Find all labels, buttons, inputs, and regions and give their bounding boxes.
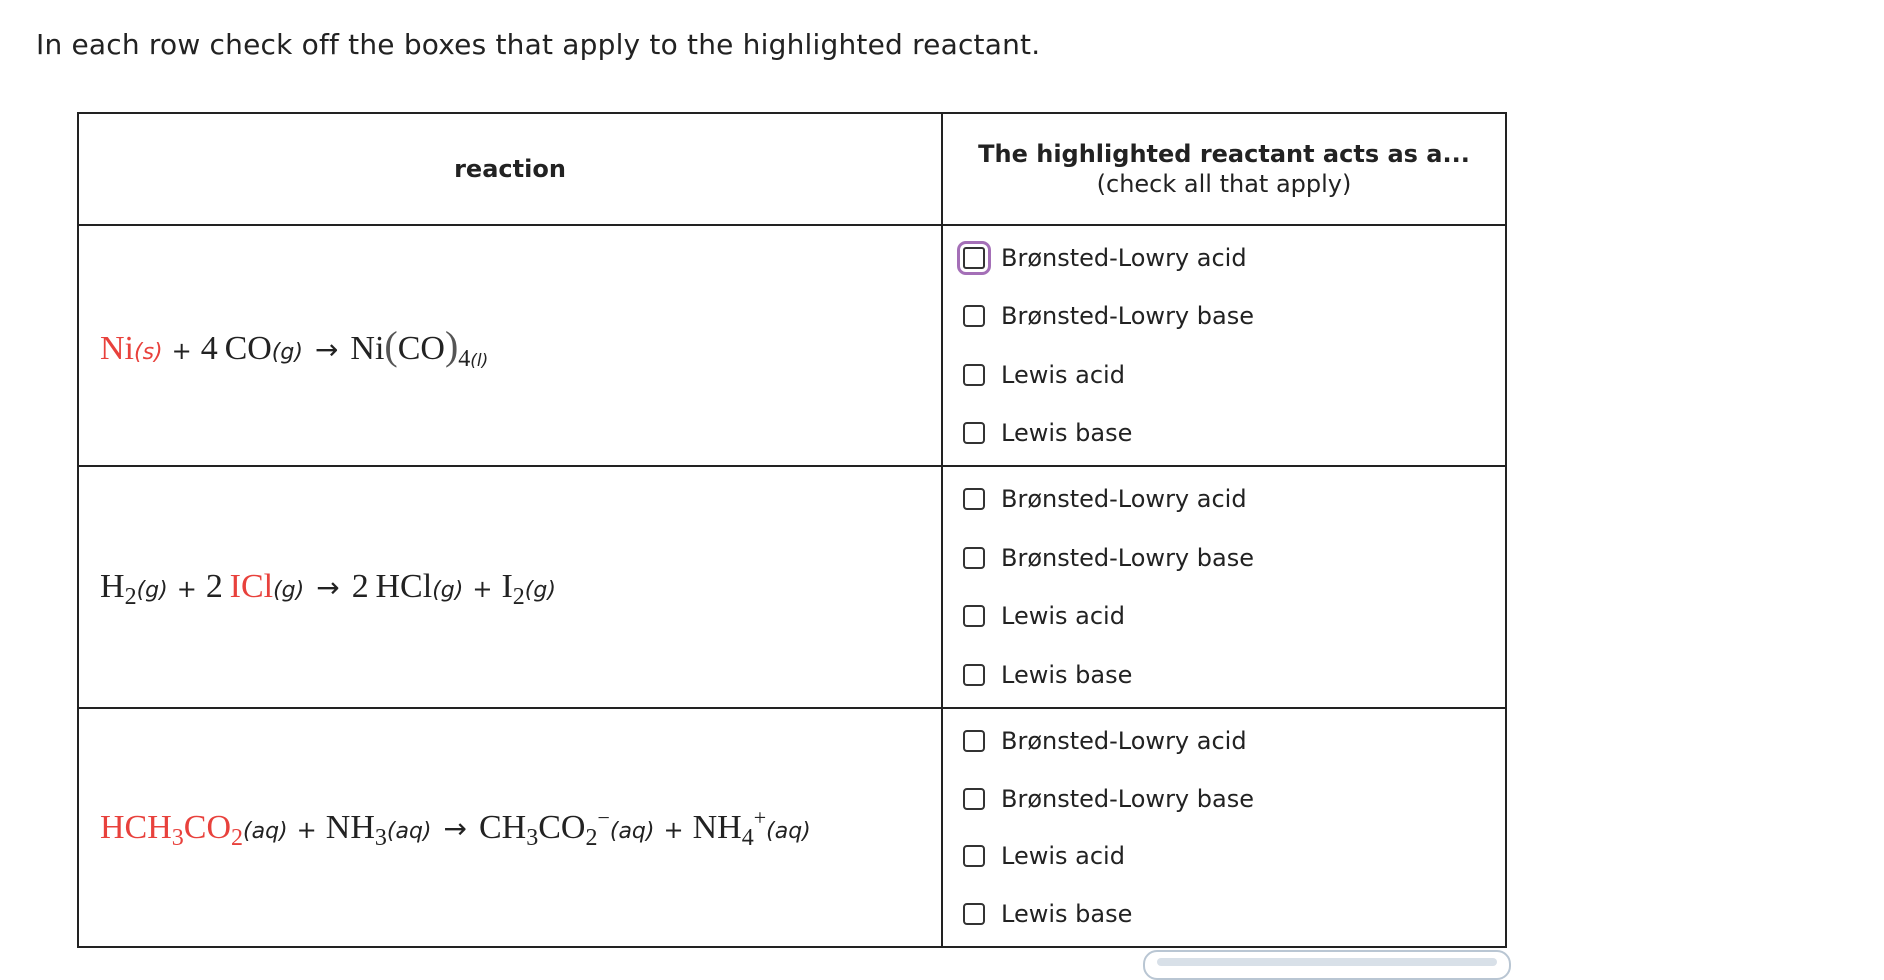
option-label: Lewis base xyxy=(1001,660,1133,689)
reaction-arrow: → xyxy=(316,571,340,604)
options-cell-3 xyxy=(943,707,1505,946)
option-label: Brønsted-Lowry base xyxy=(1001,543,1254,572)
checkbox-lewis-base-2[interactable] xyxy=(963,664,985,686)
header-acts-as xyxy=(943,114,1505,224)
checkbox-bronsted-base-2[interactable] xyxy=(963,547,985,569)
option-label: Lewis base xyxy=(1001,418,1133,447)
charge-minus: − xyxy=(597,804,610,830)
checkbox-bronsted-base-3[interactable] xyxy=(963,788,985,810)
option-row[interactable] xyxy=(943,723,1505,759)
option-label: Lewis acid xyxy=(1001,842,1125,871)
checkbox-lewis-acid-1[interactable] xyxy=(963,364,985,386)
checkbox-lewis-acid-3[interactable] xyxy=(963,845,985,867)
checkbox-lewis-acid-2[interactable] xyxy=(963,605,985,627)
reaction-cell-2 xyxy=(79,465,943,707)
header-reaction xyxy=(79,114,943,224)
option-label: Brønsted-Lowry acid xyxy=(1001,485,1247,513)
reaction-cell-3 xyxy=(79,707,943,946)
reaction-equation-3: $HCH_3CO_2(aq) + NH_3(aq) \to CH_3CO_2^-(aq) + NH_4^+(aq)$ xyxy=(100,804,811,851)
option-row[interactable] xyxy=(943,298,1505,334)
option-row[interactable] xyxy=(943,781,1505,817)
options-cell-1 xyxy=(943,224,1505,465)
option-row[interactable] xyxy=(943,838,1505,874)
reaction-arrow: → xyxy=(443,811,467,845)
checkbox-bronsted-acid-3[interactable] xyxy=(963,730,985,752)
reaction-table xyxy=(77,112,1507,948)
option-row[interactable] xyxy=(943,240,1505,276)
option-row[interactable] xyxy=(943,415,1505,451)
header-acts-as-hint: (check all that apply) xyxy=(1096,170,1352,198)
option-row[interactable] xyxy=(943,896,1505,932)
option-row[interactable] xyxy=(943,481,1505,517)
toolbar-bar xyxy=(1157,958,1497,966)
option-label: Lewis acid xyxy=(1001,602,1125,631)
option-row[interactable] xyxy=(943,598,1505,634)
option-label: Lewis acid xyxy=(1001,360,1125,389)
highlighted-reactant: Ni(s) xyxy=(100,330,163,367)
option-label: Brønsted-Lowry base xyxy=(1001,302,1254,331)
option-label: Lewis base xyxy=(1001,899,1133,928)
highlighted-reactant: $HCH_3CO_2$ xyxy=(100,808,244,851)
option-row[interactable] xyxy=(943,357,1505,393)
option-label: Brønsted-Lowry acid xyxy=(1001,244,1247,272)
instruction-text: In each row check off the boxes that apply to the highlighted reactant. xyxy=(36,28,1041,61)
option-label: Brønsted-Lowry acid xyxy=(1001,727,1247,755)
highlighted-reactant: ICl xyxy=(229,568,274,605)
header-reaction-label: reaction xyxy=(454,155,566,183)
reaction-equation-2: $H_2(g) + 2$ ICl(g) → 2 $HCl(g) + I_2(g)$ xyxy=(100,568,556,610)
reaction-equation-1: Ni(s) + 4 $CO(g) \to Ni(CO)_{4(l)}$ xyxy=(100,323,489,372)
checkbox-bronsted-acid-1[interactable] xyxy=(963,247,985,269)
answer-toolbar-edge[interactable] xyxy=(1143,950,1511,980)
checkbox-bronsted-acid-2[interactable] xyxy=(963,488,985,510)
checkbox-lewis-base-1[interactable] xyxy=(963,422,985,444)
charge-plus: + xyxy=(753,804,767,830)
checkbox-bronsted-base-1[interactable] xyxy=(963,305,985,327)
option-row[interactable] xyxy=(943,540,1505,576)
reaction-cell-1 xyxy=(79,224,943,465)
option-label: Brønsted-Lowry base xyxy=(1001,784,1254,813)
header-acts-as-title: The highlighted reactant acts as a... xyxy=(978,140,1470,168)
option-row[interactable] xyxy=(943,657,1505,693)
options-cell-2 xyxy=(943,465,1505,707)
checkbox-lewis-base-3[interactable] xyxy=(963,903,985,925)
reaction-arrow: → xyxy=(314,333,339,366)
